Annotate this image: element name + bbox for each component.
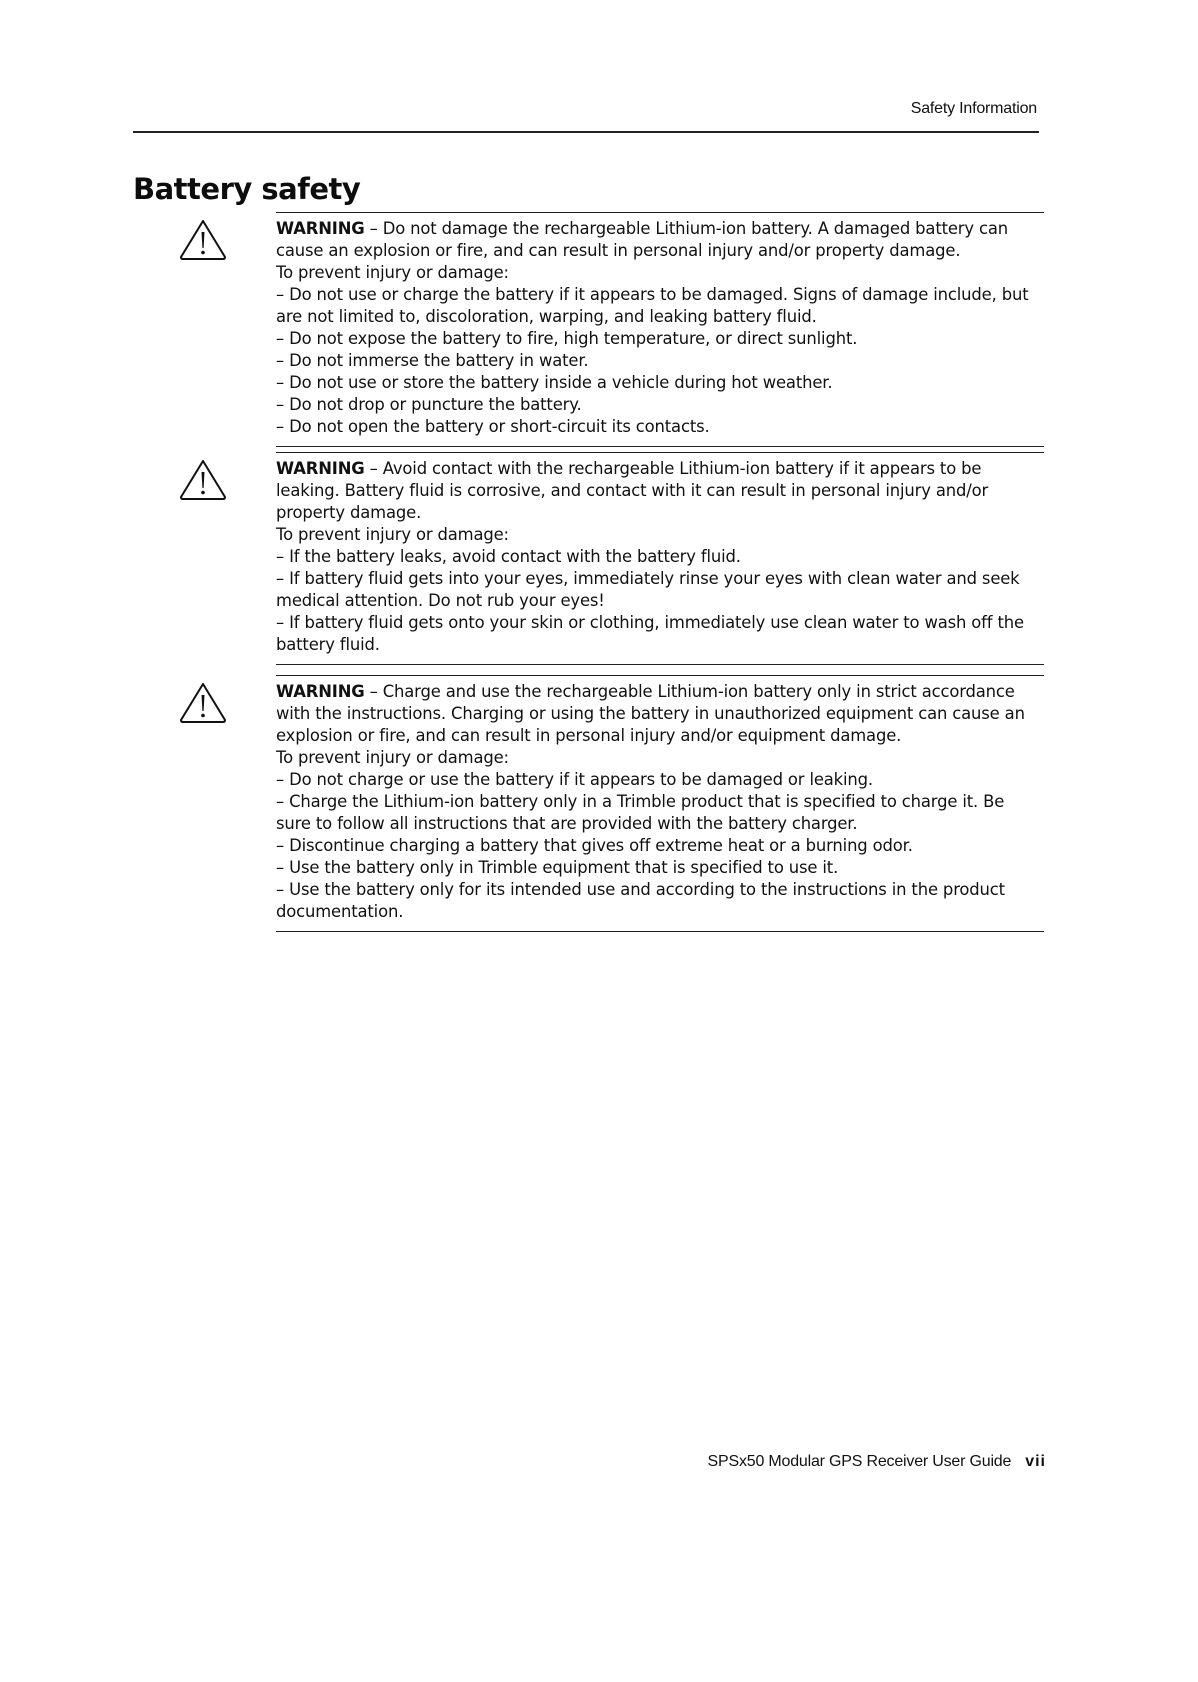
warning-prevent: To prevent injury or damage:	[276, 525, 509, 544]
section-title: Battery safety	[133, 172, 361, 206]
warning-item: – Do not immerse the battery in water.	[276, 351, 589, 370]
warning-prevent: To prevent injury or damage:	[276, 748, 509, 767]
warning-item: – Discontinue charging a battery that gives off extreme heat or a burning odor.	[276, 836, 913, 855]
warning-bottom-rule	[276, 931, 1044, 932]
warning-intro-text: – Avoid contact with the rechargeable Lithium-ion battery if it appears to be leaking. Battery fluid is corrosive, and contact with it can result in personal injury and/or property damage.	[276, 459, 989, 522]
warning-item: – Do not use or store the battery inside a vehicle during hot weather.	[276, 373, 833, 392]
warning-intro	[276, 218, 1044, 262]
header-rule	[133, 131, 1039, 133]
warning-body-2	[276, 452, 1044, 665]
warning-triangle-icon	[178, 458, 228, 502]
running-header: Safety Information	[910, 100, 1037, 117]
warning-item: – Do not open the battery or short-circuit its contacts.	[276, 417, 710, 436]
warning-bottom-rule	[276, 446, 1044, 447]
warning-body-3	[276, 675, 1044, 932]
warning-triangle-icon	[178, 681, 228, 725]
warning-item: – Use the battery only for its intended use and according to the instructions in the product documentation.	[276, 880, 1005, 921]
warning-prevent: To prevent injury or damage:	[276, 263, 509, 282]
warning-triangle-icon	[178, 218, 228, 262]
warning-item: – Do not use or charge the battery if it appears to be damaged. Signs of damage include, but are not limited to, discoloration, warping, and leaking battery fluid.	[276, 285, 1029, 326]
warning-item: – If the battery leaks, avoid contact with the battery fluid.	[276, 547, 741, 566]
warning-label: WARNING	[276, 219, 365, 238]
warning-intro	[276, 458, 1044, 524]
warning-item: – Do not expose the battery to fire, high temperature, or direct sunlight.	[276, 329, 858, 348]
page-number: vii	[1025, 1453, 1046, 1470]
warning-label: WARNING	[276, 682, 365, 701]
warning-body-1	[276, 212, 1044, 447]
page-footer	[708, 1453, 1046, 1471]
warning-item: – Do not drop or puncture the battery.	[276, 395, 582, 414]
warning-item: – If battery fluid gets onto your skin or clothing, immediately use clean water to wash off the battery fluid.	[276, 613, 1024, 654]
warning-item: – If battery fluid gets into your eyes, immediately rinse your eyes with clean water and seek medical attention. Do not rub your eyes!	[276, 569, 1020, 610]
warning-item: – Use the battery only in Trimble equipment that is specified to use it.	[276, 858, 839, 877]
warning-intro-text: – Charge and use the rechargeable Lithium-ion battery only in strict accordance with the instructions. Charging or using the battery in unauthorized equipment can cause an explosion or fire, and can result in personal injury and/or equipment damage.	[276, 682, 1025, 745]
warning-label: WARNING	[276, 459, 365, 478]
warning-intro-text: – Do not damage the rechargeable Lithium-ion battery. A damaged battery can cause an explosion or fire, and can result in personal injury and/or property damage.	[276, 219, 1009, 260]
warning-item: – Charge the Lithium-ion battery only in a Trimble product that is specified to charge it. Be sure to follow all instructions that are provided with the battery charger.	[276, 792, 1005, 833]
warning-bottom-rule	[276, 664, 1044, 665]
warning-intro	[276, 681, 1044, 747]
warning-item: – Do not charge or use the battery if it appears to be damaged or leaking.	[276, 770, 873, 789]
footer-guide-title: SPSx50 Modular GPS Receiver User Guide	[707, 1453, 1012, 1470]
